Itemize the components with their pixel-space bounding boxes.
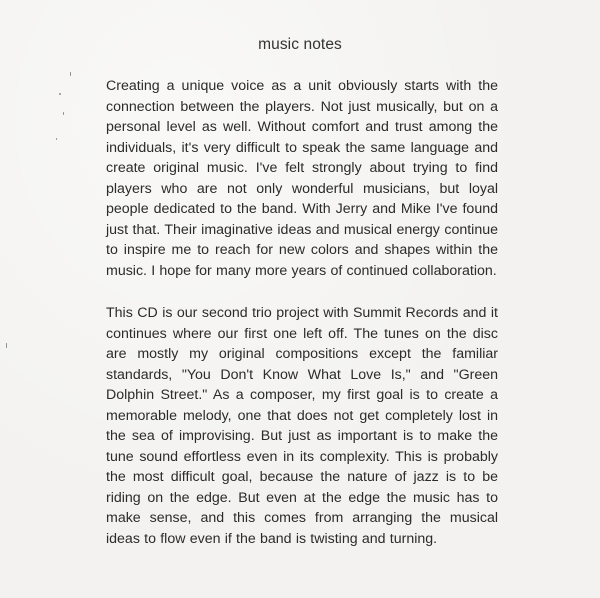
page-title: music notes [258, 36, 342, 53]
scan-speck [70, 72, 71, 76]
scan-speck [6, 343, 7, 348]
paragraph-2: This CD is our second trio project with Summit Records and it continues where our first one left off. The tunes on the disc are mostly my original compositions except the familiar standards, "You Don't Know What Love Is," and "Green Dolphin Street." As a composer, my first goal is to create a memorable melody, one that does not get completely lost in the sea of improvising. But just as important is to make the tune sound effortless even in its complexity. This is probably the most difficult goal, because the nature of jazz is to be riding on the edge. But even at the edge the music has to make sense, and this comes from arranging the musical ideas to flow even if the band is twisting and turning. [106, 305, 498, 547]
notes-body [106, 76, 498, 549]
scan-speck [59, 93, 61, 95]
paragraph-1: Creating a unique voice as a unit obviously starts with the connection between the players. Not just musically, but on a personal level as well. Without comfort and trust among the individuals, it's very difficult to speak the same language and create original music. I've felt strongly about trying to find players who are not only wonderful musicians, but loyal people dedicated to the band. With Jerry and Mike I've found just that. Their imaginative ideas and musical energy continue to inspire me to reach for new colors and shapes within the music. I hope for many more years of continued collaboration. [106, 78, 498, 279]
scan-speck [56, 138, 57, 140]
scan-speck [63, 112, 64, 115]
